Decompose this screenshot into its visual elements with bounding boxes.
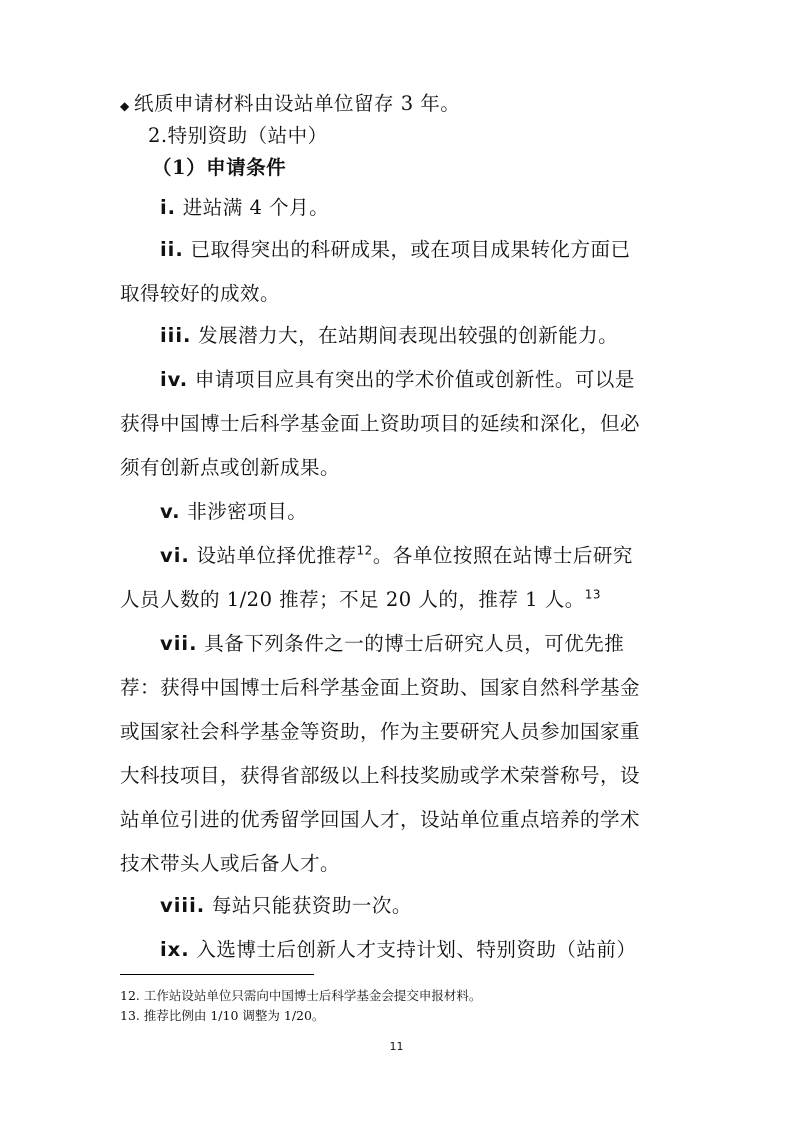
item-vi-line2: [120, 588, 601, 612]
page-number: 11: [389, 1040, 404, 1053]
footnote-text: 推荐比例由 1/10 调整为 1/20。: [143, 1008, 325, 1023]
footnote-number: 13.: [120, 1008, 140, 1023]
bullet-paragraph: [120, 92, 460, 118]
item-text: 每站只能获资助一次。: [211, 894, 412, 917]
item-vii-line2: 荐：获得中国博士后科学基金面上资助、国家自然科学基金: [120, 676, 641, 699]
item-text: 人员人数的 1/20 推荐；不足 20 人的，推荐 1 人。: [120, 588, 585, 611]
item-marker: iii.: [160, 324, 192, 347]
footnote-12: [120, 988, 481, 1004]
item-marker: vi.: [160, 544, 190, 567]
item-text: 发展潜力大，在站期间表现出较强的创新能力。: [198, 324, 619, 347]
footnote-ref[interactable]: 13: [584, 587, 601, 602]
item-text: 非涉密项目。: [187, 500, 308, 523]
item-ii-line2: 取得较好的成效。: [120, 282, 281, 305]
item-iv-line2: 获得中国博士后科学基金面上资助项目的延续和深化，但必: [120, 412, 641, 435]
item-iv-line1: [160, 368, 635, 392]
footnote-separator: [120, 974, 314, 975]
item-marker: ii.: [160, 238, 184, 261]
item-text: 具备下列条件之一的博士后研究人员，可优先推: [204, 632, 625, 655]
item-marker: v.: [160, 500, 181, 523]
footnote-number: 12.: [120, 988, 140, 1003]
section-heading: 2.特别资助（站中）: [148, 124, 328, 147]
item-text: 申请项目应具有突出的学术价值或创新性。可以是: [194, 368, 635, 391]
item-marker: iv.: [160, 368, 189, 391]
item-i: [160, 196, 329, 220]
item-vii-line4: 大科技项目，获得省部级以上科技奖励或学术荣誉称号，设: [120, 764, 641, 787]
item-iv-line3: 须有创新点或创新成果。: [120, 456, 341, 479]
item-vii-line5: 站单位引进的优秀留学回国人才，设站单位重点培养的学术: [120, 808, 641, 831]
bullet-text: 纸质申请材料由设站单位留存 3 年。: [134, 92, 461, 115]
item-vi-line1: [160, 544, 633, 568]
footnote-ref[interactable]: 12: [356, 543, 373, 558]
item-text: 设站单位择优推荐: [196, 544, 357, 567]
item-ix: [160, 938, 636, 962]
item-ii-line1: [160, 238, 631, 262]
item-text: 。各单位按照在站博士后研究: [372, 544, 633, 567]
item-text: 已取得突出的科研成果，或在项目成果转化方面已: [190, 238, 631, 261]
footnote-13: [120, 1008, 324, 1024]
item-marker: ix.: [160, 938, 190, 961]
subheading: （1）申请条件: [152, 156, 287, 179]
footnote-text: 工作站设站单位只需向中国博士后科学基金会提交申报材料。: [143, 988, 482, 1003]
item-iii: [160, 324, 618, 348]
diamond-bullet-icon: ◆: [120, 99, 130, 113]
item-vii-line3: 或国家社会科学基金等资助，作为主要研究人员参加国家重: [120, 720, 641, 743]
item-text: 进站满 4 个月。: [182, 196, 330, 219]
item-viii: [160, 894, 412, 918]
item-vii-line6: 技术带头人或后备人才。: [120, 852, 341, 875]
item-vii-line1: [160, 632, 624, 656]
item-marker: viii.: [160, 894, 206, 917]
item-marker: vii.: [160, 632, 198, 655]
item-text: 入选博士后创新人才支持计划、特别资助（站前）: [196, 938, 637, 961]
item-v: [160, 500, 307, 524]
item-marker: i.: [160, 196, 177, 219]
